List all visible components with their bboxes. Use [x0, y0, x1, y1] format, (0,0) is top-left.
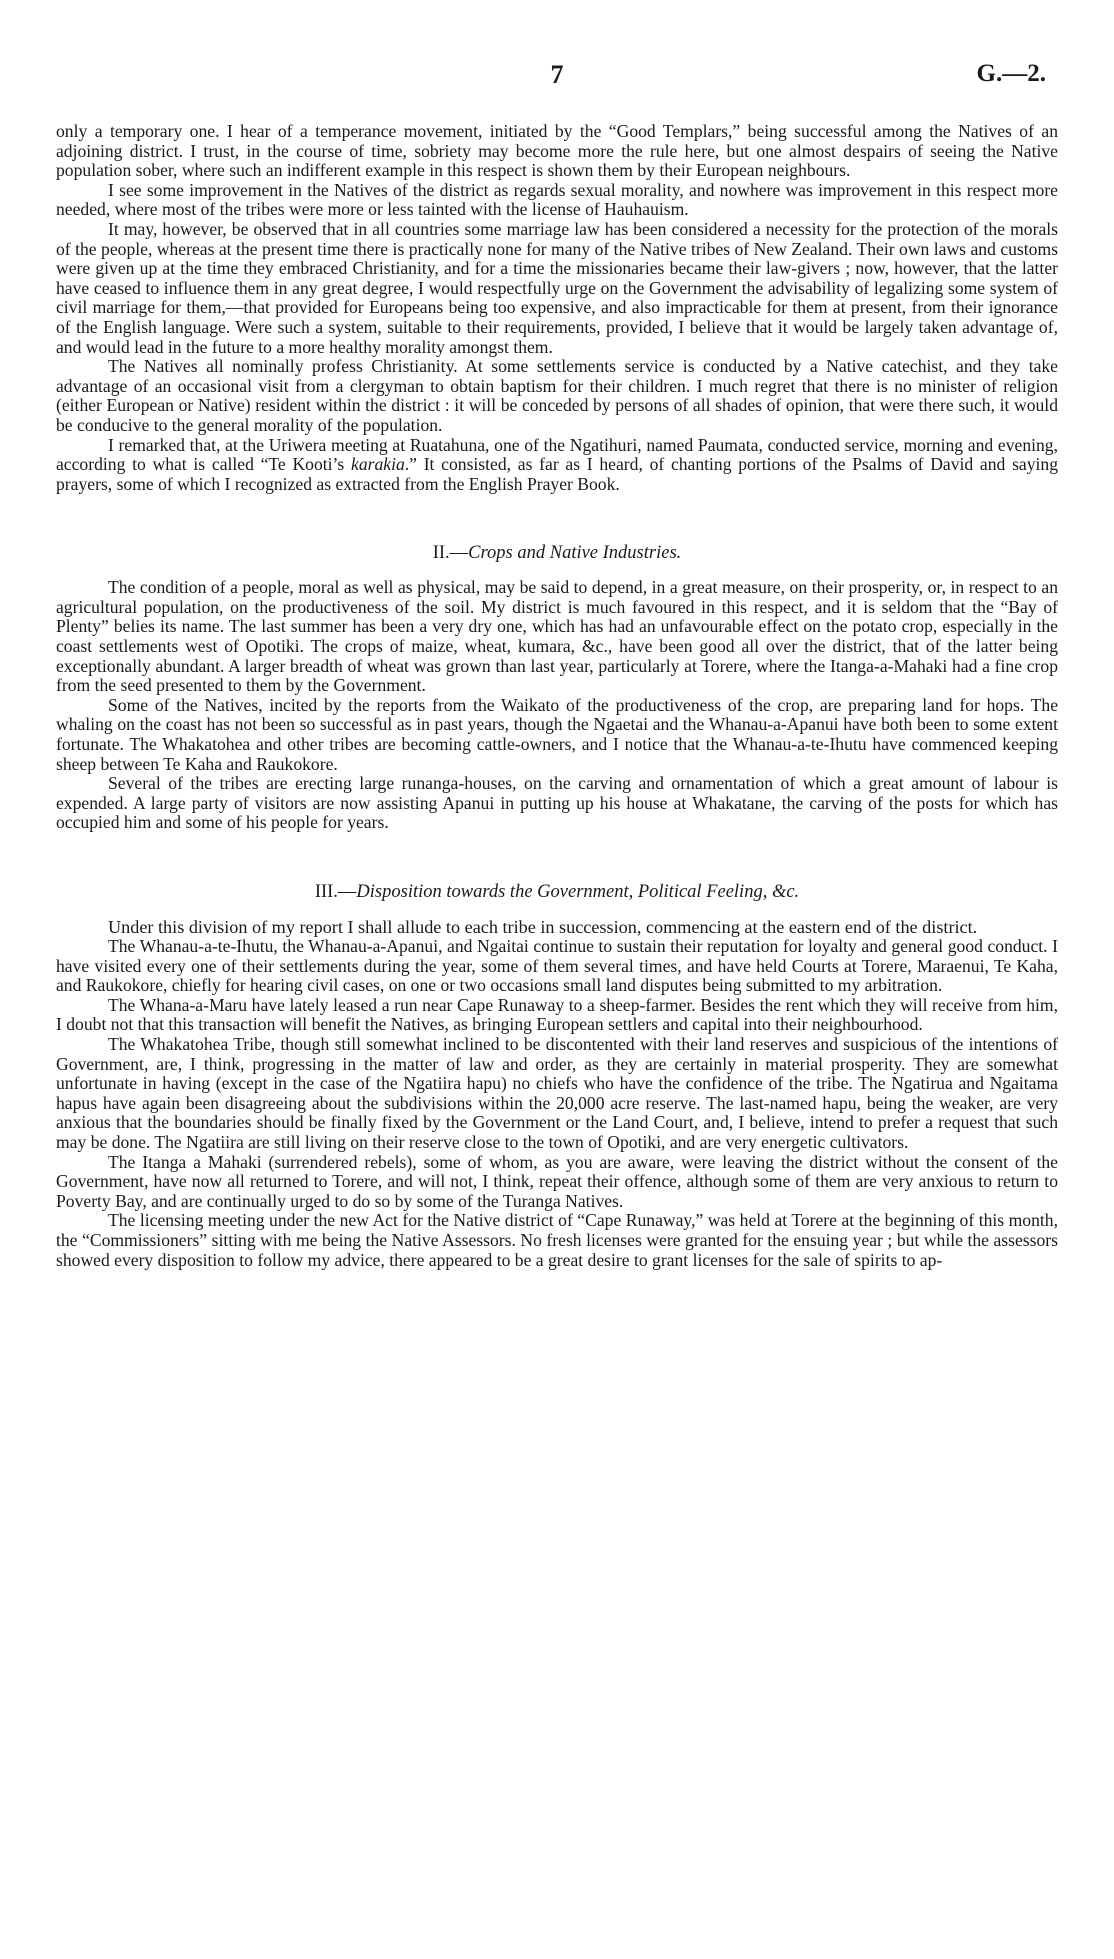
disposition-section — [56, 917, 1058, 1270]
document-reference: G.—2. — [976, 60, 1046, 87]
intro-section — [56, 122, 1058, 494]
paragraph: It may, however, be observed that in all countries some marriage law has been considered a necessity for the protection of the morals of the people, whereas at the present time there is practically none for many of the Native tribes of New Zealand. Their own laws and customs were given up at the time they embraced Christianity, and for a time the missionaries became their law-givers ; now, however, that the latter have ceased to influence them in any great degree, I would respectfully urge on the Government the advisability of legalizing some system of civil marriage for them,—that provided for Europeans being too expensive, and also impracticable for them at present, from their ignorance of the English language. Were such a system, suitable to their requirements, provided, I believe that it would be largely taken advantage of, and would lead in the future to a more healthy morality amongst them. — [56, 218, 1058, 357]
paragraph: Some of the Natives, incited by the reports from the Waikato of the productiveness of the crop, are preparing land for hops. The whaling on the coast has not been so successful as in past years, though the Ngaetai and the Whanau-a-Apanui have both been to some extent fortunate. The Whakatohea and other tribes are becoming cattle-owners, and I notice that the Whanau-a-te-Ihutu have commenced keeping sheep between Te Kaha and Raukokore. — [56, 694, 1058, 774]
crops-section — [56, 578, 1058, 833]
paragraph: The Whanau-a-te-Ihutu, the Whanau-a-Apanui, and Ngaitai continue to sustain their reputation for loyalty and general good conduct. I have visited every one of their settlements during the year, some of them several times, and have held Courts at Torere, Maraenui, Te Kaha, and Raukokore, chiefly for hearing civil cases, on one or two occasions small land disputes being submitted to my arbitration. — [56, 936, 1058, 996]
paragraph: The condition of a people, moral as well as physical, may be said to depend, in a great measure, on their prosperity, or, in respect to an agricultural population, on the productiveness of the soil. My district is much favoured in this respect, and it is seldom that the “Bay of Plenty” belies its name. The last summer has been a very dry one, which has had an unfavourable effect on the potato crop, especially in the coast settlements west of Opotiki. The crops of maize, wheat, kumara, &c., have been good all over the district, that of the latter being exceptionally abundant. A larger breadth of wheat was grown than last year, particularly at Torere, where the Itanga-a-Mahaki had a fine crop from the seed presented to them by the Government. — [56, 577, 1058, 696]
paragraph: The Whana-a-Maru have lately leased a run near Cape Runaway to a sheep-farmer. Besides the rent which they will receive from him, I doubt not that this transaction will benefit the Natives, as bringing European settlers and capital into their neighbourhood. — [56, 994, 1058, 1035]
italic-term: karakia — [351, 454, 405, 475]
paragraph: The licensing meeting under the new Act for the Native district of “Cape Runaway,” was held at Torere at the beginning of this month, the “Commissioners” sitting with me being the Native Assessors. No fresh licenses were granted for the ensuing year ; but while the assessors showed every disposition to follow my advice, there appeared to be a great desire to grant licenses for the sale of spirits to ap- — [56, 1210, 1058, 1270]
section-heading-crops — [56, 542, 1058, 564]
section-heading-disposition — [56, 881, 1058, 903]
paragraph: The Natives all nominally profess Christianity. At some settlements service is conducted by a Native catechist, and they take advantage of an occasional visit from a clergyman to obtain baptism for their children. I much regret that there is no minister of religion (either European or Native) resident within the district : it will be conceded by persons of all shades of opinion, that were there such, it would be conducive to the general morality of the population. — [56, 356, 1058, 435]
section-number: III.— — [314, 882, 357, 902]
paragraph: Several of the tribes are erecting large runanga-houses, on the carving and ornamentation of which a great amount of labour is expended. A large party of visitors are now assisting Apanui in putting up his house at Whakatane, the carving of the posts for which has occupied him and some of his people for years. — [56, 773, 1058, 833]
paragraph: Under this division of my report I shall allude to each tribe in succession, commencing at the eastern end of the district. — [108, 917, 978, 937]
section-title: Crops and Native Industries. — [468, 543, 682, 564]
paragraph: The Whakatohea Tribe, though still somewhat inclined to be discontented with their land reserves and suspicious of the intentions of Government, are, I think, progressing in the matter of law and order, as they are certainly in material prosperity. They are somewhat unfortunate in having (except in the case of the Ngatiira hapu) no chiefs who have the confidence of the tribe. The Ngatirua and Ngaitama hapus have again been disagreeing about the subdivisions within the 20,000 acre reserve. The last-named hapu, being the weaker, are very anxious that the boundaries should be finally fixed by the Government or the Land Court, and, I believe, intend to prefer a request that such may be done. The Ngatiira are still living on their reserve close to the town of Opotiki, and are very energetic cultivators. — [56, 1033, 1058, 1152]
paragraph-text: I remarked that, at the Uriwera meeting at Ruatahuna, one of the Ngatihuri, named Paumata, conducted service, morning and evening, according to what is called “Te Kooti’s — [56, 434, 1058, 475]
section-number: II.— — [432, 543, 469, 564]
page-header — [56, 60, 1058, 100]
paragraph-text: .” It consisted, as far as I heard, of chanting portions of the Psalms of David and saying prayers, some of which I recognized as extracted from the English Prayer Book. — [56, 454, 1058, 494]
paragraph — [56, 436, 1058, 495]
paragraph: The Itanga a Mahaki (surrendered rebels), some of whom, as you are aware, were leaving the district without the consent of the Government, have now all returned to Torere, and will not, I think, repeat their offence, although some of them are very anxious to return to Poverty Bay, and are continually urged to do so by some of the Turanga Natives. — [56, 1151, 1058, 1211]
paragraph: I see some improvement in the Natives of the district as regards sexual morality, and nowhere was improvement in this respect more needed, where most of the tribes were more or less tainted with the license of Hauhauism. — [56, 179, 1058, 220]
paragraph: only a temporary one. I hear of a temperance movement, initiated by the “Good Templars,” being successful among the Natives of an adjoining district. I trust, in the course of time, sobriety may become more the rule here, but one almost despairs of seeing the Native population sober, where such an indifferent example in this respect is shown them by their European neighbours. — [56, 121, 1058, 181]
page-number: 7 — [550, 60, 564, 89]
section-title: Disposition towards the Government, Political Feeling, &c. — [356, 882, 800, 902]
